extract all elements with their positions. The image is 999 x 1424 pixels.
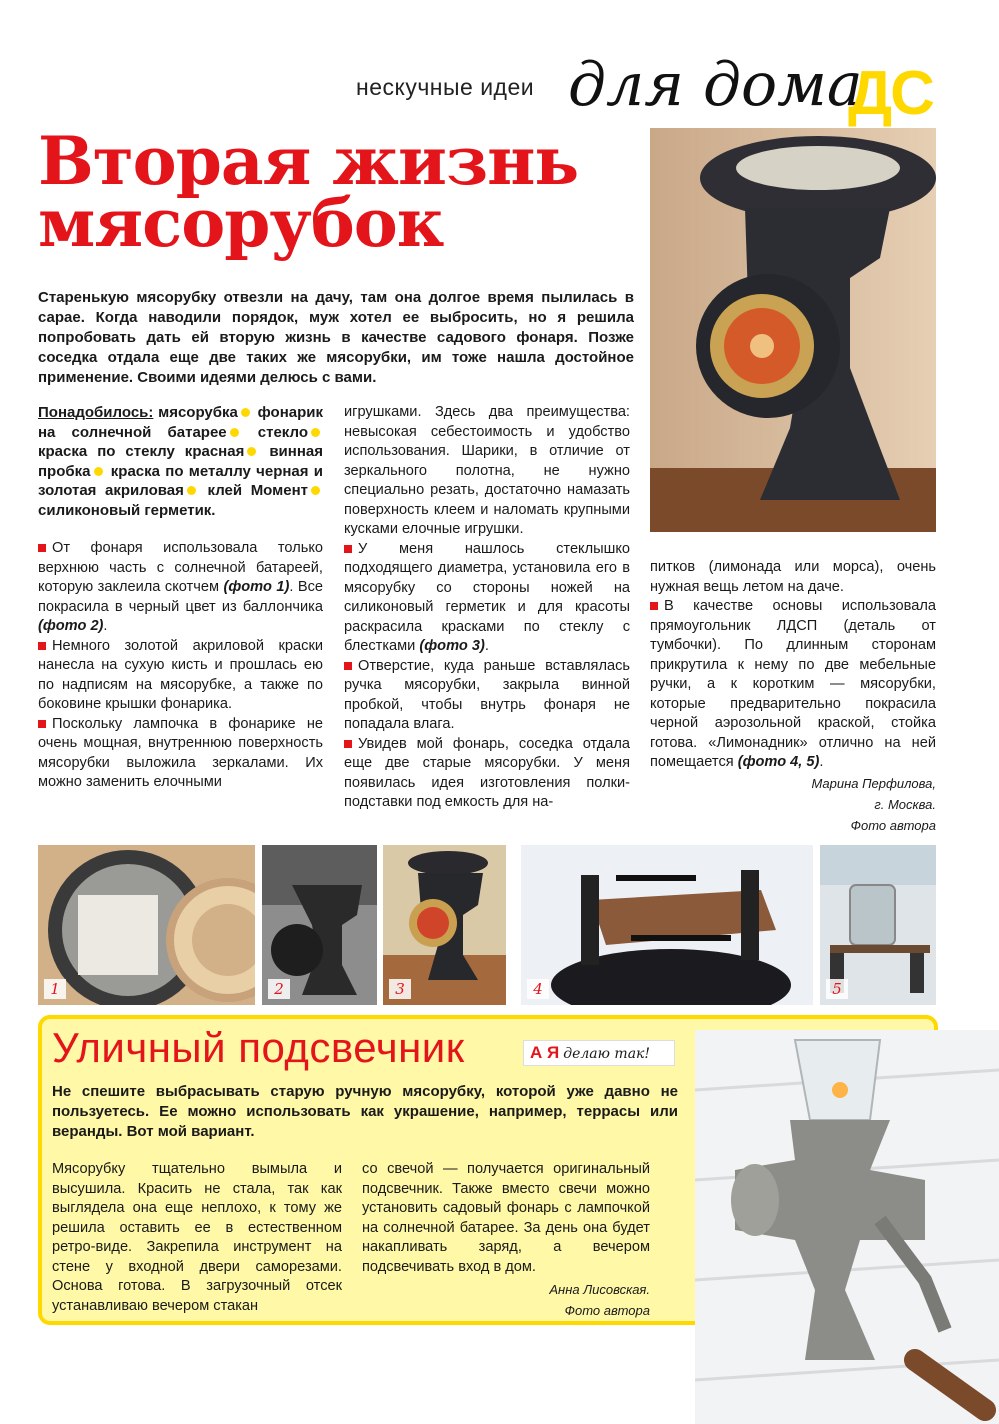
material-item: краска по стеклу красная (38, 443, 245, 460)
square-bullet-icon (38, 720, 46, 728)
photo-ref: (фото 4, 5) (737, 754, 820, 770)
square-bullet-icon (38, 642, 46, 650)
box-column-1: Мясорубку тщательно вымыла и высушила. Красить не стала, так как выглядела она еще неплохо, к тому же решила оставить ее в естественном ретро-виде. Закрепила инструмент на стене у входной двери саморезами. Основа готова. В загрузочный отсек устанавливаю вечером стакан (52, 1161, 342, 1314)
column-2 (344, 403, 630, 813)
article-lead: Старенькую мясорубку отвезли на дачу, там она долгое время пылилась в сарае. Когда наводили порядок, муж хотел ее выбросить, но я решила попробовать дать ей вторую жизнь в качестве садового фонаря. Позже соседка отдала еще две таких же мясорубки, им тоже нашла достойное применение. Своими идеями делюсь с вами. (38, 289, 634, 386)
section-heading: для дома (568, 50, 863, 120)
photo-number: 3 (389, 979, 411, 999)
photo-ref: (фото 3) (419, 638, 485, 654)
square-bullet-icon (344, 662, 352, 670)
dot-icon (241, 408, 250, 417)
materials-label: Понадобилось: (38, 404, 154, 421)
photo-ref: (фото 1) (223, 579, 290, 595)
photo-number: 4 (527, 979, 549, 999)
column-1 (38, 403, 323, 793)
paragraph-7: В качестве основы использовала прямоугольник ЛДСП (деталь от тумбочки). По длинным сторонам прикрутила к нему по две мебельные ручки, а к коротким — мясорубки, которые предварительно покрасила черной аэрозольной краской, стойка готова. «Лимонадник» отлично на ней помещается (фото 4, 5). (650, 598, 936, 770)
material-item: фонарик на солнечной батарее (38, 404, 324, 441)
author-city: г. Москва. (874, 796, 936, 812)
photo-number: 2 (268, 979, 290, 999)
photo-4 (521, 845, 813, 1005)
photo-1 (38, 845, 255, 1005)
photo-credit: Фото автора (850, 817, 936, 833)
column-3 (650, 558, 936, 836)
photo-5 (820, 845, 936, 1005)
paragraph-6-cont: питков (лимонада или морса), очень нужная вещь летом на даче. (650, 559, 936, 595)
paragraph-3: Поскольку лампочка в фонарике не очень мощная, внутреннюю поверхность мясорубки выложила зеркалами. Их можно заменить елочными (38, 715, 323, 790)
square-bullet-icon (344, 545, 352, 553)
material-item: силиконовый герметик. (38, 501, 216, 519)
square-bullet-icon (38, 544, 46, 552)
paragraph-2: Немного золотой акриловой краски нанесла на сухую кисть и прошлась ею по надписям на мясорубке, а также по боковине крышки фонарика. (38, 637, 323, 712)
paragraph-4: У меня нашлось стеклышко подходящего диаметра, установила его в мясорубку со стороны ножей на силиконовый герметик и для красоты раскрасила красками по стеклу с блестками (фото 3). (344, 540, 630, 654)
dot-icon (247, 447, 256, 456)
title-line-1: Вторая жизнь (38, 122, 579, 200)
box-photo-credit: Фото автора (564, 1303, 650, 1318)
photo-1-image (38, 845, 255, 1005)
box-signature (362, 1279, 650, 1321)
box-author: Анна Лисовская. (549, 1282, 650, 1297)
materials-list (38, 403, 323, 520)
meat-grinder-lantern-image (650, 128, 936, 532)
square-bullet-icon (650, 602, 658, 610)
box-title: Уличный подсвечник (52, 1024, 465, 1071)
author-name: Марина Перфилова, (811, 775, 936, 791)
material-item: краска по металлу черная и золотая акриловая (38, 462, 323, 499)
photo-4-image (521, 845, 813, 1005)
dot-icon (230, 428, 239, 437)
photo-ref: (фото 2) (38, 618, 104, 634)
photo-number: 1 (44, 979, 66, 999)
rubric-tag-main: А Я (530, 1043, 560, 1062)
photo-number: 5 (826, 979, 848, 999)
section-label: нескучные идеи (356, 74, 535, 100)
rubric-tag (523, 1040, 675, 1066)
paragraph-6: Увидев мой фонарь, соседка отдала еще две старые мясорубки. У меня появилась идея изготовления полки-подставки под емкость для на- (344, 735, 630, 810)
box-lead: Не спешите выбрасывать старую ручную мясорубку, которой уже давно не пользуетесь. Ее можно использовать как украшение, например, террасы или веранды. Вот мой вариант. (52, 1083, 678, 1140)
paragraph-5: Отверстие, куда раньше вставлялась ручка мясорубки, закрыла винной пробкой, чтобы внутрь фонаря не попадала влага. (344, 657, 630, 732)
photo-3 (383, 845, 506, 1005)
dot-icon (94, 467, 103, 476)
box-paragraph: со свечой — получается оригинальный подсвечник. Также вместо свечи можно установить садовый фонарь с лампочкой на солнечной батарее. За день она будет накапливать заряд, а вечером подсвечивать вход в дом. (362, 1161, 650, 1275)
candle-holder-image (695, 1030, 999, 1424)
dot-icon (311, 428, 320, 437)
dot-icon (187, 486, 196, 495)
author-signature (650, 773, 936, 836)
material-item: винная пробка (38, 443, 323, 480)
main-photo (650, 128, 936, 532)
article-title (38, 122, 638, 262)
candle-holder-photo (695, 1030, 999, 1424)
material-item: клей Момент (207, 482, 308, 499)
magazine-badge: ДС (848, 59, 933, 128)
title-line-2: мясорубок (38, 184, 444, 262)
dot-icon (311, 486, 320, 495)
box-column-2 (362, 1160, 650, 1321)
rubric-tag-sub: делаю так! (563, 1046, 651, 1062)
paragraph-3-cont: игрушками. Здесь два преимущества: невысокая себестоимость и удобство использования. Шарики, в отличие от зеркального полотна, не нужно специально резать, достаточно намазать поверхность клеем и наломать крупными кусками елочные игрушки. (344, 404, 630, 537)
photo-2 (262, 845, 377, 1005)
square-bullet-icon (344, 740, 352, 748)
paragraph-1: От фонаря использовала только верхнюю часть с солнечной батареей, которую заклеила скотчем (фото 1). Все покрасила в черный цвет из баллончика (фото 2). (38, 540, 323, 634)
material-item: стекло (257, 423, 308, 441)
material-item: мясорубка (158, 404, 238, 421)
